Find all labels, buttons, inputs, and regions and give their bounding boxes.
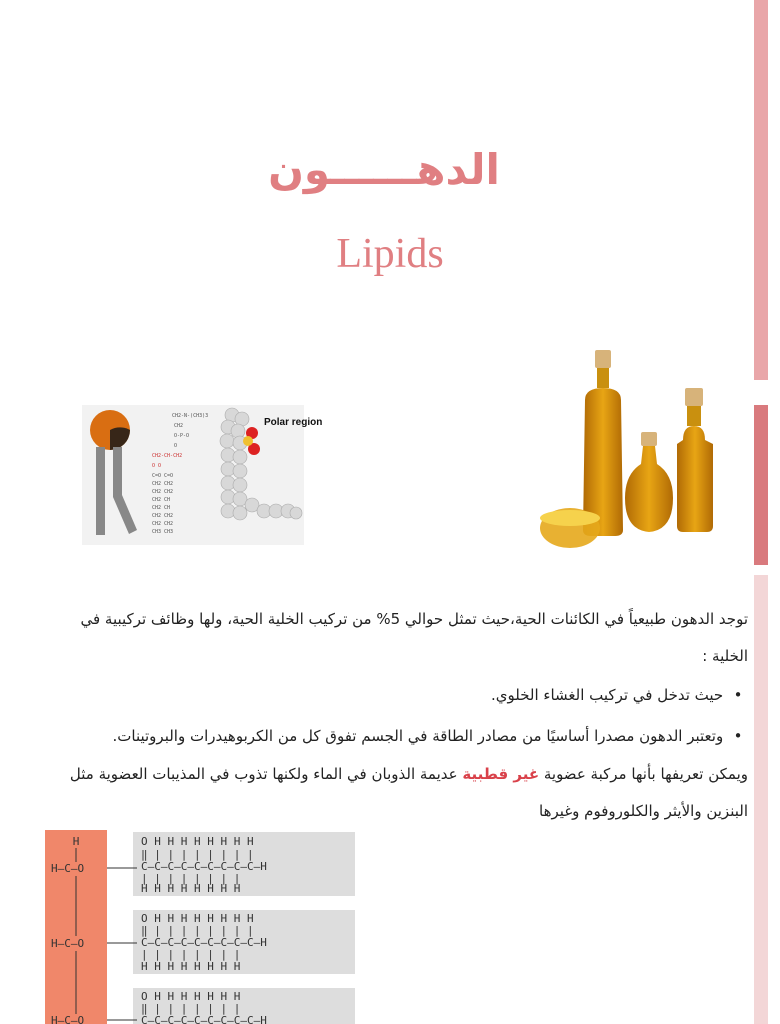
definition-before: ويمكن تعريفها بأنها مركبة عضوية xyxy=(539,765,748,783)
svg-text:CH2 CH2: CH2 CH2 xyxy=(152,481,174,487)
accent-bar-middle xyxy=(754,405,768,565)
svg-text:CH2 CH: CH2 CH xyxy=(152,505,171,511)
nonpolar-highlight: غير قطبية xyxy=(462,765,540,783)
svg-text:O-P-O: O-P-O xyxy=(174,433,190,439)
phosphorus-atom xyxy=(243,436,253,446)
svg-text:CH2 CH2: CH2 CH2 xyxy=(152,513,174,519)
intro-paragraph xyxy=(20,605,748,670)
bottle-cap-2 xyxy=(685,388,703,406)
fatty-tail-1 xyxy=(96,447,105,535)
svg-text:O H H H H H H H H: O H H H H H H H H xyxy=(141,912,254,925)
bottle-cap-1 xyxy=(595,350,611,368)
svg-text:H—C—O: H—C—O xyxy=(51,937,85,950)
svg-text:CH2 CH2: CH2 CH2 xyxy=(152,489,174,495)
svg-text:C—C—C—C—C—C—C—C—C—H: C—C—C—C—C—C—C—C—C—H xyxy=(141,860,267,873)
definition-line-1 xyxy=(20,760,748,788)
svg-text:C—C—C—C—C—C—C—C—C—H: C—C—C—C—C—C—C—C—C—H xyxy=(141,1014,267,1024)
svg-text:CH2-CH-CH2: CH2-CH-CH2 xyxy=(152,453,183,459)
svg-text:| | | | | | | |: | | | | | | | | xyxy=(141,948,241,961)
triglyceride-structure xyxy=(45,830,375,1024)
svg-text:H H H H H H H H: H H H H H H H H xyxy=(141,960,241,973)
svg-text:C=O C=O: C=O C=O xyxy=(152,473,174,479)
bullet-text: وتعتبر الدهون مصدرا أساسيًا من مصادر الطاقة في الجسم تفوق كل من الكربوهيدرات والبروتينات. xyxy=(112,727,724,745)
svg-text:CH2: CH2 xyxy=(174,423,184,429)
title-arabic: الدهــــــون xyxy=(268,145,500,194)
oil-bottles-image xyxy=(535,340,755,570)
definition-paragraph xyxy=(20,760,748,825)
square-bottle xyxy=(677,426,713,532)
svg-text:CH2 CH2: CH2 CH2 xyxy=(152,521,174,527)
svg-text:CH2-N-(CH3)3: CH2-N-(CH3)3 xyxy=(172,413,209,419)
definition-line-2: البنزين والأيثر والكلوروفوم وغيرها xyxy=(539,802,748,820)
definition-after: عديمة الذوبان في الماء ولكنها تذوب في المذيبات العضوية مثل xyxy=(69,765,463,783)
svg-text:O H H H H H H H H: O H H H H H H H H xyxy=(141,835,254,848)
bullet-text: حيث تدخل في تركيب الغشاء الخلوي. xyxy=(491,686,724,704)
svg-text:‖ | | | | | | |: ‖ | | | | | | | xyxy=(141,1002,241,1015)
svg-text:CH3 CH3: CH3 CH3 xyxy=(152,529,174,535)
svg-text:H H H H H H H H: H H H H H H H H xyxy=(141,882,241,895)
phospholipid-figure xyxy=(82,405,323,545)
svg-text:C—C—C—C—C—C—C—C—C—H: C—C—C—C—C—C—C—C—C—H xyxy=(141,936,267,949)
intro-line-1: توجد الدهون طبيعياً في الكائنات الحية،حيث تمثل حوالي 5% من تركيب الخلية الحية، ولها وظائف تركيبية في xyxy=(80,610,748,628)
jug-bottle xyxy=(625,446,673,532)
bullet-icon: • xyxy=(733,686,743,704)
svg-text:O H H H H H H H: O H H H H H H H xyxy=(141,990,241,1003)
bullet-item xyxy=(20,727,748,745)
accent-bar-bottom xyxy=(754,575,768,1024)
polar-region-label: Polar region xyxy=(264,417,323,428)
svg-text:H—C—O: H—C—O xyxy=(51,1014,85,1024)
intro-line-2: الخلية : xyxy=(702,647,748,665)
svg-text:O O: O O xyxy=(152,463,162,469)
svg-text:CH2 CH: CH2 CH xyxy=(152,497,171,503)
svg-text:H: H xyxy=(72,835,80,848)
svg-text:‖ | | | | | | | |: ‖ | | | | | | | | xyxy=(141,848,254,861)
bullet-item xyxy=(20,686,748,704)
svg-text:H—C—O: H—C—O xyxy=(51,862,85,875)
svg-text:| | | | | | | |: | | | | | | | | xyxy=(141,872,241,885)
bullet-icon: • xyxy=(733,727,743,745)
bottle-cap-3 xyxy=(641,432,657,446)
svg-text:‖ | | | | | | | |: ‖ | | | | | | | | xyxy=(141,924,254,937)
svg-text:O: O xyxy=(174,443,178,449)
title-english: Lipids xyxy=(336,231,444,277)
